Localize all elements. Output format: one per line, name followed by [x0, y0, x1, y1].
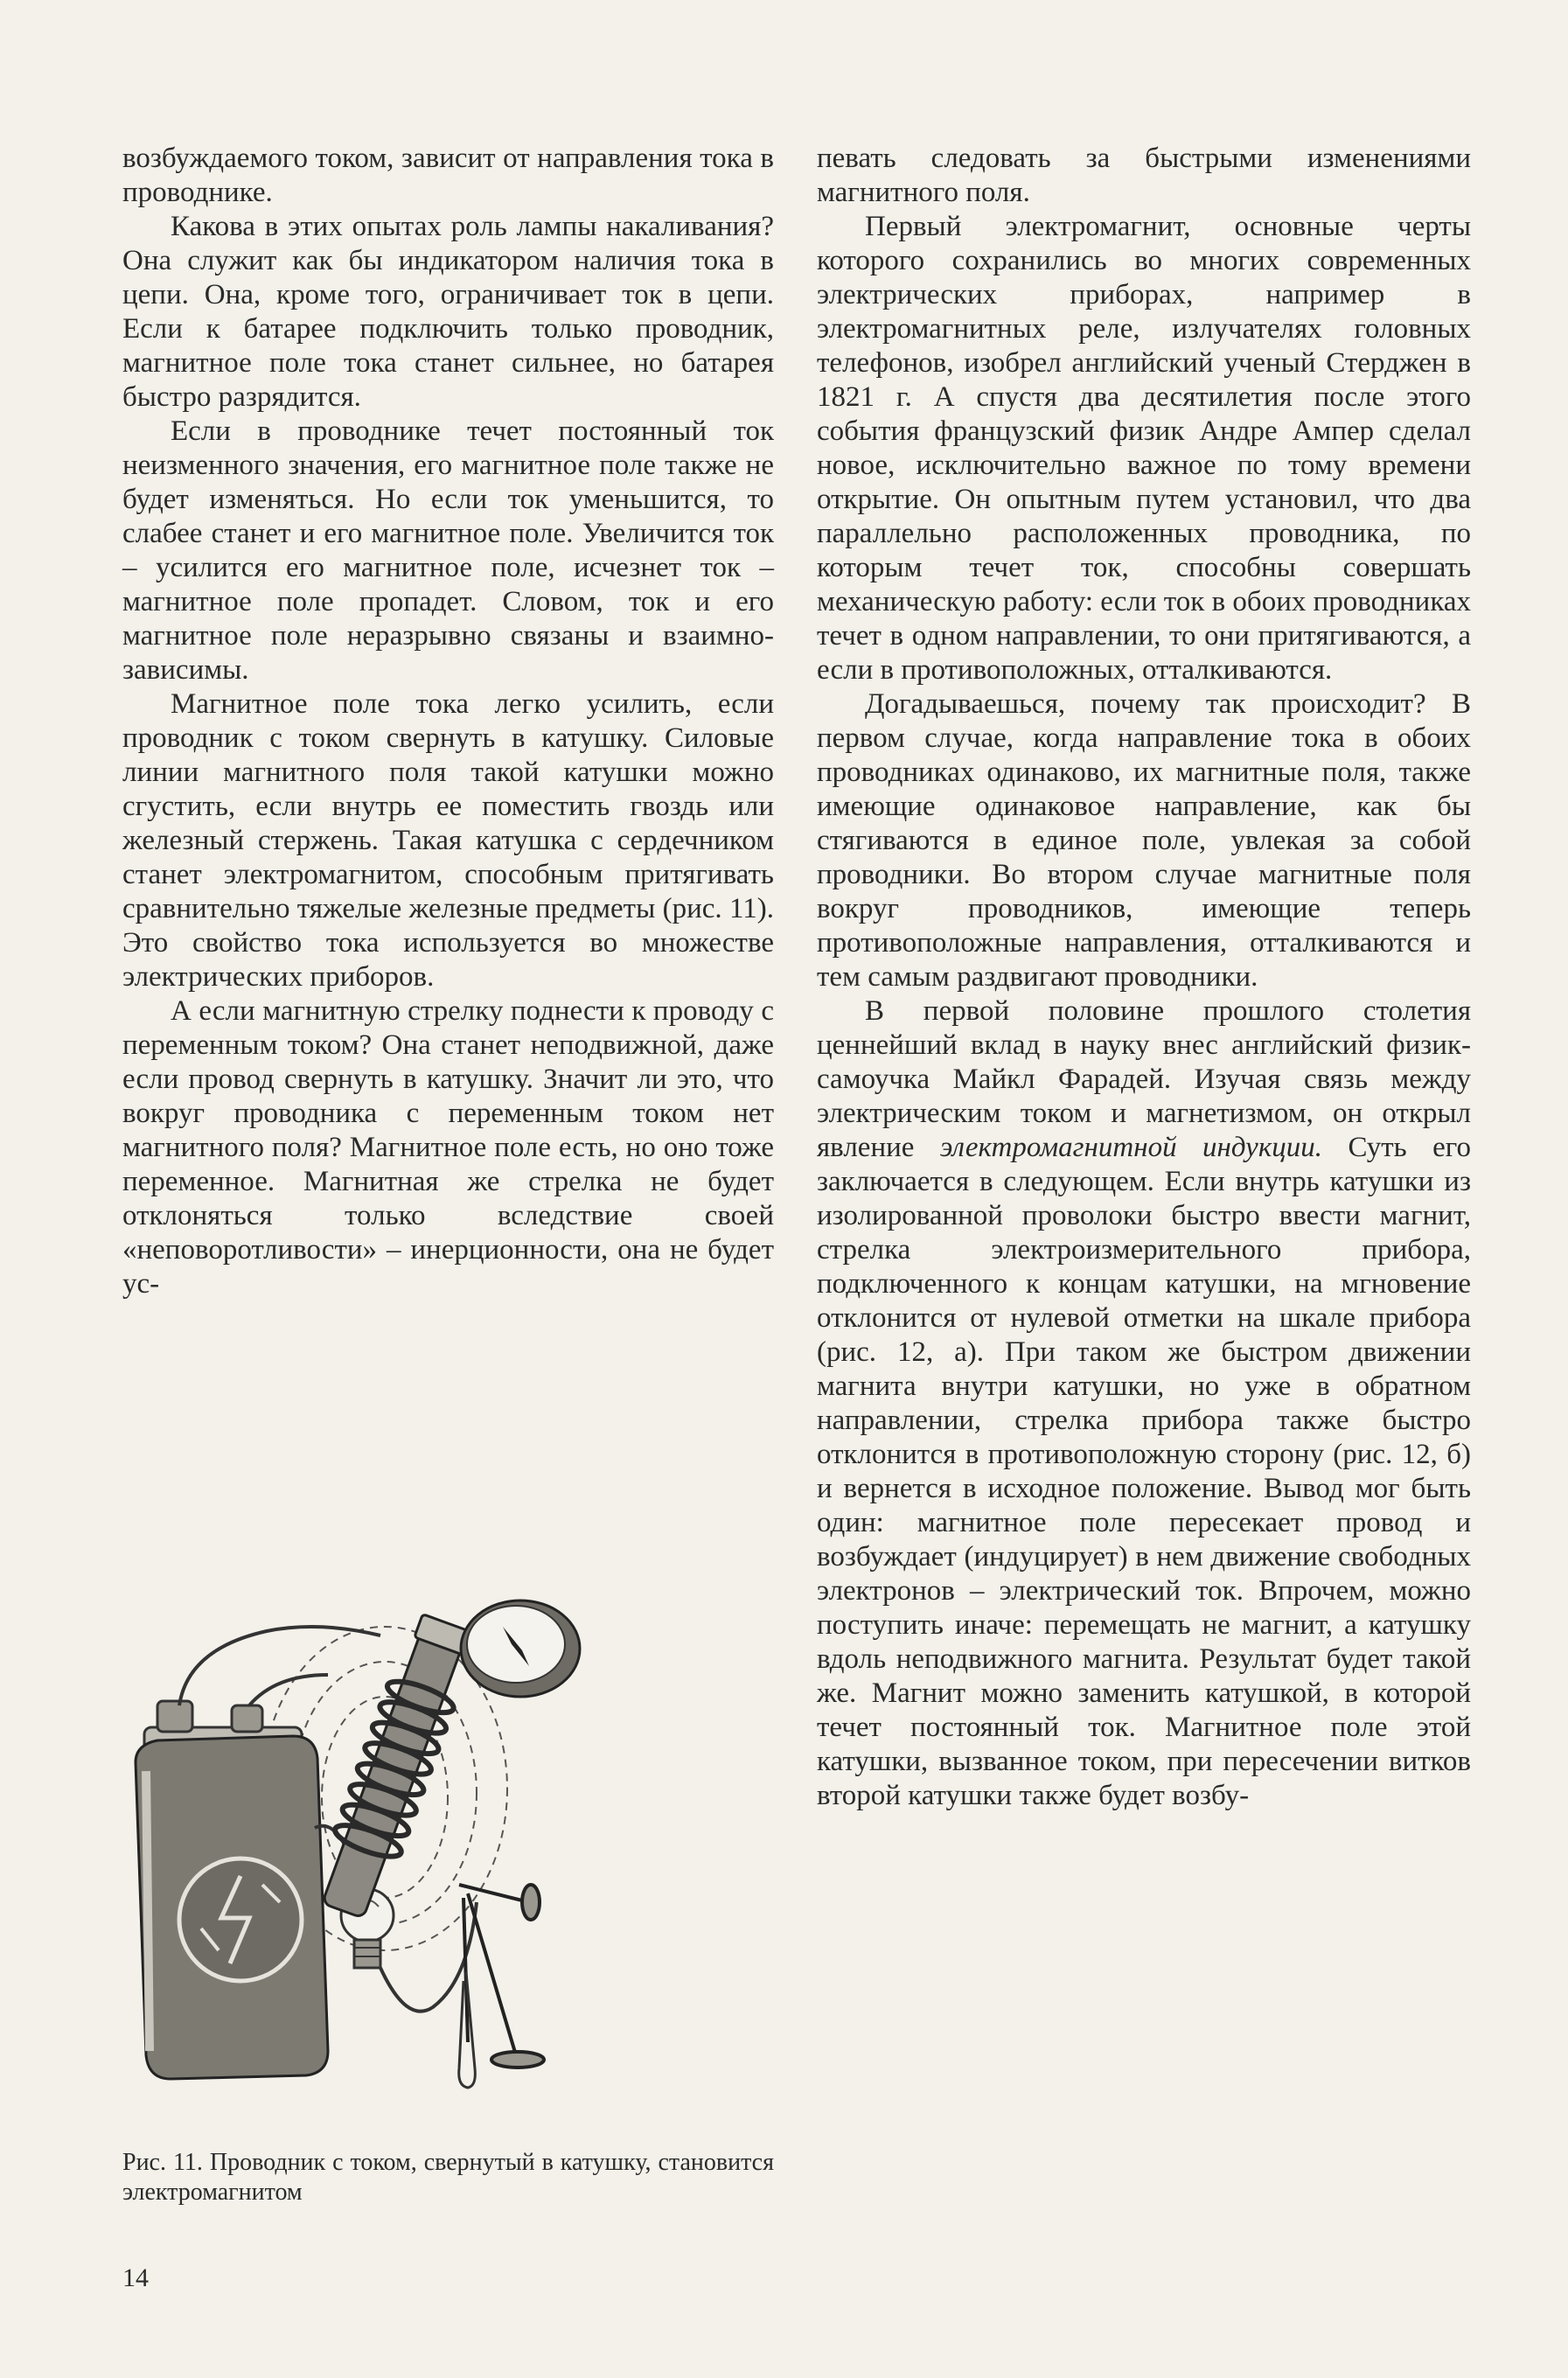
battery-icon — [136, 1701, 328, 2079]
paragraph-text: В первой половине прошлого столетия ценнейший вклад в науку внес английский физик-самоучка Майкл Фарадей. Изучая связь между электрическим током и магнетизмом, он открыл явление — [817, 995, 1471, 1163]
right-column — [817, 142, 1471, 1813]
paragraph: Догадываешься, почему так происходит? В первом случае, когда направление тока в обоих проводниках одинаково, их магнитные поля, также имеющие одинаковое направление, как бы стягиваются в единое поле, увлекая за собой проводники. Во втором случае магнитные поля вокруг проводников, имеющие теперь противоположные направления, отталкиваются и тем самым раздвигают проводники. — [817, 688, 1471, 993]
coil-icon — [322, 1614, 471, 1919]
paragraph: возбуждаемого током, зависит от направления тока в проводнике. — [122, 143, 774, 208]
paragraph: Какова в этих опытах роль лампы накаливания? Она служит как бы индикатором наличия тока в цепи. Она, кроме того, ограничивает ток в цепи. Если к батарее подключить только проводник, магнитное поле тока станет сильнее, но батарея быстро разрядится. — [122, 211, 774, 413]
paragraph-text: Суть его заключается в следующем. Если внутрь катушки из изолированной проволоки быстро ввести магнит, стрелка электроизмерительного прибора, подключенного к концам катушки, на мгновение отклонится от нулевой отметки на шкале прибора (рис. 12, а). При таком же быстром движении магнита внутри катушки, но уже в обратном направлении, стрелка прибора также быстро отклонится в противоположную сторону (рис. 12, б) и вернется в исходное положение. Вывод мог быть один: магнитное поле пересекает провод и возбуждает (индуцирует) в нем движение свободных электронов – электрический ток. Впрочем, можно поступить иначе: перемещать не магнит, а катушку вдоль неподвижного магнита. Результат будет такой же. Магнит можно заменить катушкой, в которой течет постоянный ток. Магнитное поле этой катушки, вызванное током, при пересечении витков второй катушки также будет возбу- — [817, 1132, 1472, 1811]
paragraph: Магнитное поле тока легко усилить, если проводник с током свернуть в катушку. Силовые линии магнитного поля такой катушки можно сгустить, если внутрь ее поместить гвоздь или железный стержень. Такая катушка с сердечником станет электромагнитом, способным притягивать сравнительно тяжелые железные предметы (рис. 11). Это свойство тока используется во множестве электрических приборов. — [122, 688, 774, 993]
emphasis-term: электромагнитной индукции. — [939, 1132, 1323, 1163]
paragraph: А если магнитную стрелку поднести к проводу с переменным током? Она станет неподвижной, даже если провод свернуть в катушку. Значит ли это, что вокруг проводника с переменным током нет магнитного поля? Магнитное поле есть, но оно тоже переменное. Магнитная же стрелка не будет отклоняться только вследствие своей «неповоротливости» – инерционности, она не будет ус- — [122, 995, 774, 1300]
paragraph: певать следовать за быстрыми изменениями магнитного поля. — [817, 143, 1471, 208]
paragraph — [817, 994, 1471, 1813]
compass-icon — [461, 1600, 580, 1697]
electromagnet-illustration — [118, 1596, 770, 2103]
paragraph: Если в проводнике течет постоянный ток неизменного значения, его магнитное поле также не будет изменяться. Но если ток уменьшится, то слабее станет и его магнитное поле. Увеличится ток – усилится его магнитное поле, исчезнет ток – магнитное поле пропадет. Словом, ток и его магнитное поле неразрывно связаны и взаимно-зависимы. — [122, 415, 774, 686]
page-number: 14 — [122, 2263, 149, 2292]
figure-caption: Рис. 11. Проводник с током, свернутый в катушку, становится электромагнитом — [122, 2149, 774, 2206]
left-column — [122, 142, 774, 1301]
paragraph: Первый электромагнит, основные черты которого сохранились во многих современных электрических приборах, например в электромагнитных реле, излучателях головных телефонов, изобрел английский ученый Стерджен в 1821 г. А спустя два десятилетия после этого события французский физик Андре Ампер сделал новое, исключительно важное по тому времени открытие. Он опытным путем установил, что два параллельно расположенных проводника, по которым течет ток, способны совершать механическую работу: если ток в обоих проводниках течет в одном направлении, то они притягиваются, а если в противоположных, отталкиваются. — [817, 211, 1471, 686]
